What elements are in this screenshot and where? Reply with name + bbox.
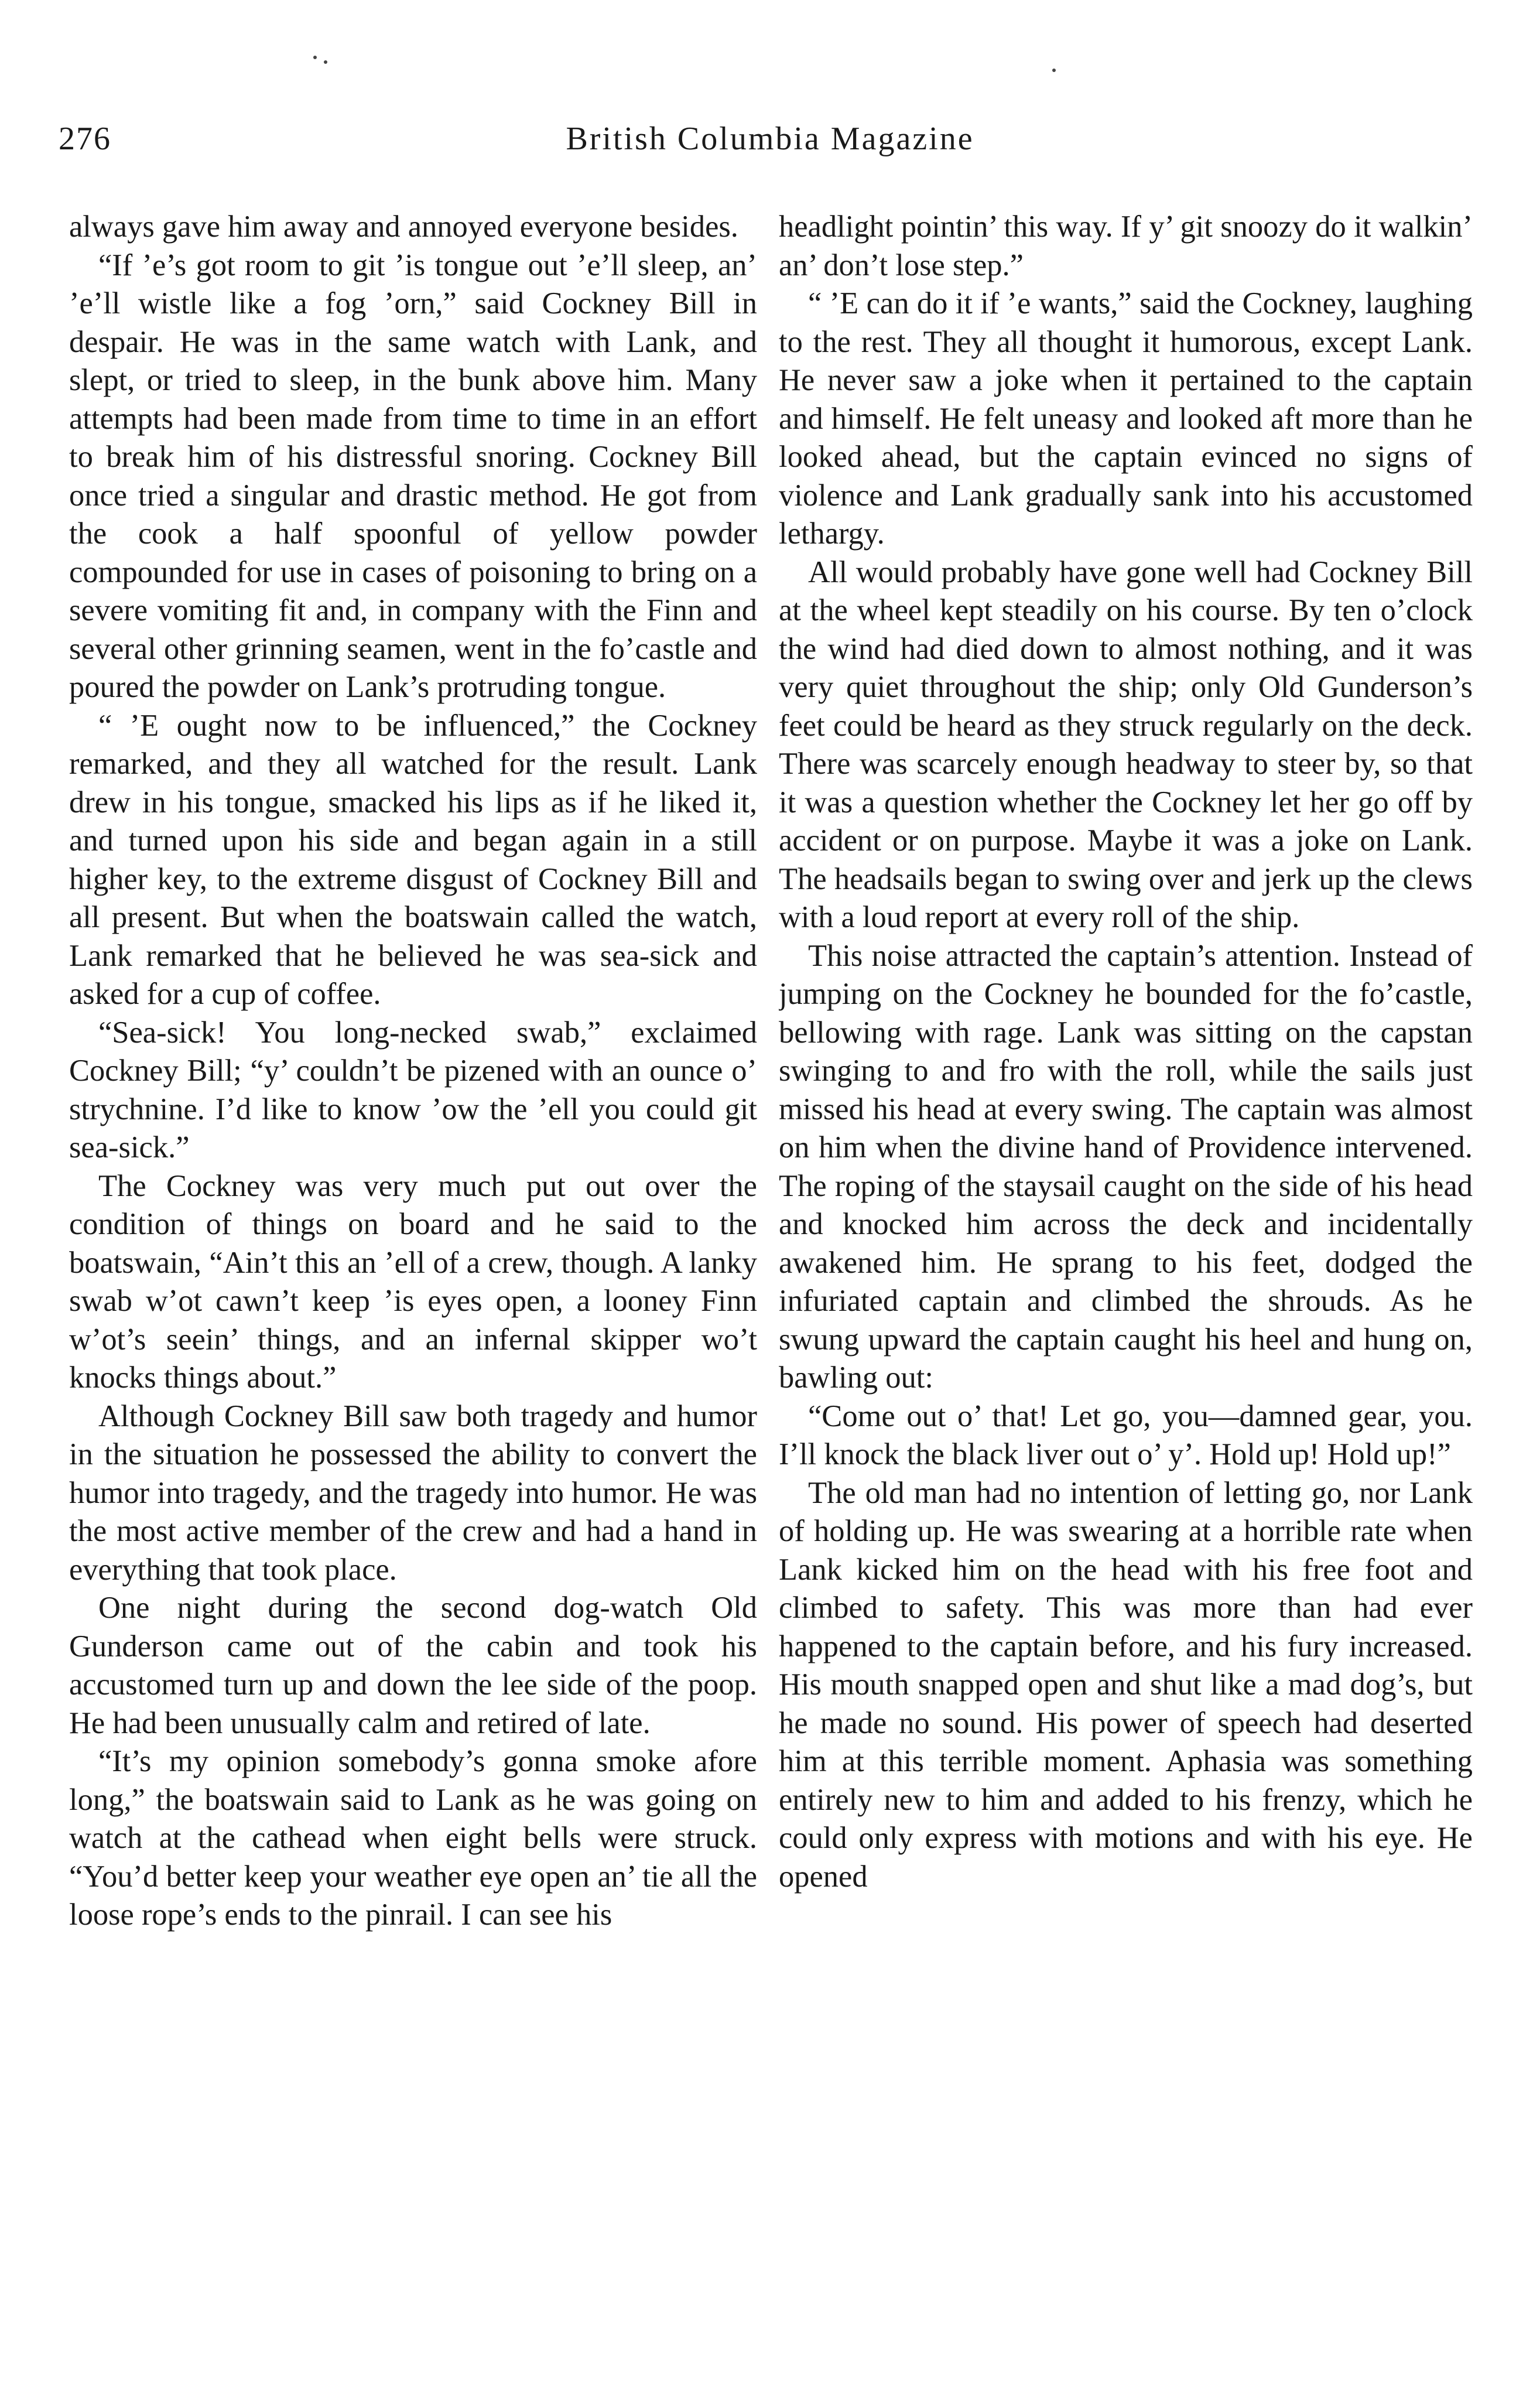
left-column <box>69 208 757 2363</box>
paragraph: “Come out o’ that! Let go, you—damned gear, you. I’ll knock the black liver out o’ y’. Hold up! Hold up!” <box>779 1399 1473 1471</box>
paragraph: headlight pointin’ this way. If y’ git snoozy do it walkin’ an’ don’t lose step.” <box>779 210 1473 282</box>
paragraph: The old man had no intention of letting go, nor Lank of holding up. He was swearing at a horrible rate when Lank kicked him on the head with his free foot and climbed to safety. This was more than had ever happened to the captain before, and his fury increased. His mouth snapped open and shut like a mad dog’s, but he made no sound. His power of speech had deserted him at this terrible moment. Aphasia was something entirely new to him and added to his frenzy, which he could only express with motions and with his eye. He opened <box>779 1475 1473 1894</box>
paragraph: “If ’e’s got room to git ’is tongue out ’e’ll sleep, an’ ’e’ll wistle like a fog ’orn,” said Cockney Bill in despair. He was in the same watch with Lank, and slept, or tried to sleep, in the bunk above him. Many attempts had been made from time to time in an effort to break him of his distressful snoring. Cockney Bill once tried a singular and drastic method. He got from the cook a half spoonful of yellow powder compounded for use in cases of poisoning to bring on a severe vomiting fit and, in company with the Finn and several other grinning seamen, went in the fo’castle and poured the powder on Lank’s protruding tongue. <box>69 248 757 704</box>
print-speck <box>313 56 317 59</box>
print-speck <box>1052 69 1056 72</box>
paragraph: “ ’E can do it if ’e wants,” said the Cockney, laughing to the rest. They all thought it humorous, except Lank. He never saw a joke when it pertained to the captain and himself. He felt uneasy and looked aft more than he looked ahead, but the captain evinced no signs of violence and Lank gradually sank into his accustomed lethargy. <box>779 286 1473 551</box>
paragraph: “Sea-sick! You long-necked swab,” exclaimed Cockney Bill; “y’ couldn’t be pizened with an ounce o’ strychnine. I’d like to know ’ow the ’ell you could git sea-sick.” <box>69 1015 757 1164</box>
paragraph: The Cockney was very much put out over the condition of things on board and he said to the boatswain, “Ain’t this an ’ell of a crew, though. A lanky swab w’ot cawn’t keep ’is eyes open, a looney Finn w’ot’s seein’ things, and an infernal skipper wo’t knocks things about.” <box>69 1168 757 1395</box>
print-speck <box>324 60 327 64</box>
page-header <box>59 120 1481 167</box>
page-number: 276 <box>59 121 111 157</box>
paragraph: always gave him away and annoyed everyone besides. <box>69 210 738 244</box>
paragraph: One night during the second dog-watch Old Gunderson came out of the cabin and took his accustomed turn up and down the lee side of the poop. He had been unusually calm and retired of late. <box>69 1591 757 1740</box>
right-column <box>779 208 1473 2363</box>
paragraph: “ ’E ought now to be influenced,” the Cockney remarked, and they all watched for the result. Lank drew in his tongue, smacked his lips as if he liked it, and turned upon his side and began again in a still higher key, to the extreme disgust of Cockney Bill and all present. But when the boatswain called the watch, Lank remarked that he believed he was sea-sick and asked for a cup of coffee. <box>69 708 757 1011</box>
running-title: British Columbia Magazine <box>566 121 974 157</box>
paragraph: This noise attracted the captain’s attention. Instead of jumping on the Cockney he bounded for the fo’castle, bellowing with rage. Lank was sitting on the capstan swinging to and fro with the roll, while the sails just missed his head at every swing. The captain was almost on him when the divine hand of Providence intervened. The roping of the staysail caught on the side of his head and knocked him across the deck and incidentally awakened him. He sprang to his feet, dodged the infuriated captain and climbed the shrouds. As he swung upward the captain caught his heel and hung on, bawling out: <box>779 938 1473 1395</box>
paragraph: “It’s my opinion somebody’s gonna smoke afore long,” the boatswain said to Lank as he was going on watch at the cathead when eight bells were struck. “You’d better keep your weather eye open an’ tie all the loose rope’s ends to the pinrail. I can see his <box>69 1744 757 1932</box>
paragraph: Although Cockney Bill saw both tragedy and humor in the situation he possessed the ability to convert the humor into tragedy, and the tragedy into humor. He was the most active member of the crew and had a hand in everything that took place. <box>69 1399 757 1587</box>
paragraph: All would probably have gone well had Cockney Bill at the wheel kept steadily on his course. By ten o’clock the wind had died down to almost nothing, and it was very quiet throughout the ship; only Old Gunderson’s feet could be heard as they struck regularly on the deck. There was scarcely enough headway to steer by, so that it was a question whether the Cockney let her go off by accident or on purpose. Maybe it was a joke on Lank. The headsails began to swing over and jerk up the clews with a loud report at every roll of the ship. <box>779 555 1473 934</box>
